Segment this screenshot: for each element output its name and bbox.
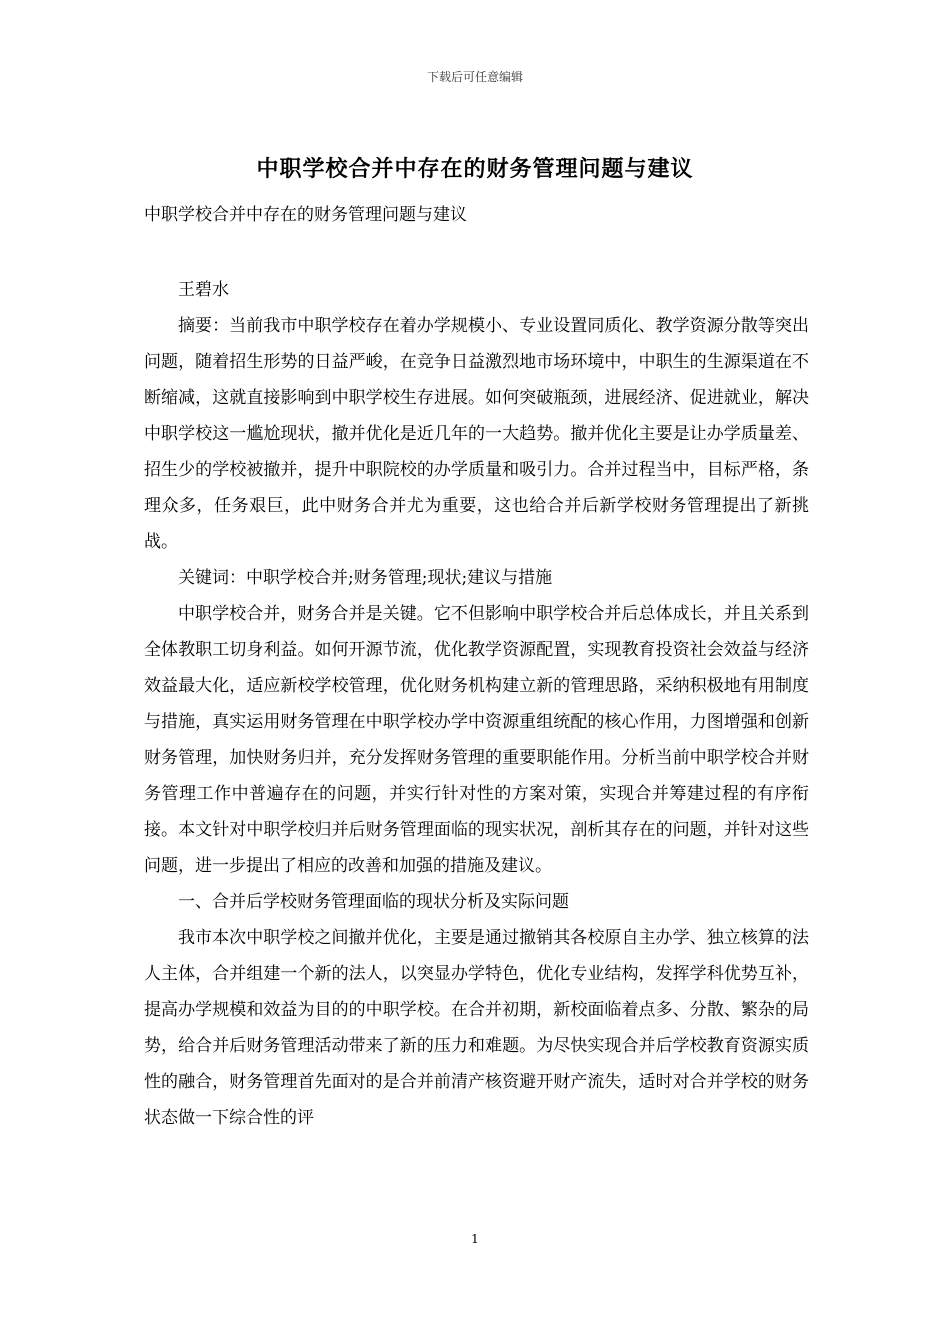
- author-name: 王碧水: [178, 280, 229, 300]
- intro-paragraph: 中职学校合并，财务合并是关键。它不但影响中职学校合并后总体成长，并且关系到全体教职工切身利益。如何开源节流，优化教学资源配置，实现教育投资社会效益与经济效益最大化，适应新校学校管理，优化财务机构建立新的管理思路，采纳积极地有用制度与措施，真实运用财务管理在中职学校办学中资源重组统配的核心作用，力图增强和创新财务管理，加快财务归并，充分发挥财务管理的重要职能作用。分析当前中职学校合并财务管理工作中普遍存在的问题，并实行针对性的方案对策，实现合并筹建过程的有序衔接。本文针对中职学校归并后财务管理面临的现实状况，剖析其存在的问题，并针对这些问题，进一步提出了相应的改善和加强的措施及建议。: [144, 604, 809, 876]
- document-body: [144, 272, 809, 1136]
- section-heading: 一、合并后学校财务管理面临的现状分析及实际问题: [178, 892, 569, 912]
- keywords-paragraph: 关键词：中职学校合并;财务管理;现状;建议与措施: [178, 568, 553, 588]
- abstract-paragraph: 摘要：当前我市中职学校存在着办学规模小、专业设置同质化、教学资源分散等突出问题，随着招生形势的日益严峻，在竞争日益激烈地市场环境中，中职生的生源渠道在不断缩减，这就直接影响到中职学校生存进展。如何突破瓶颈，进展经济、促进就业，解决中职学校这一尴尬现状，撤并优化是近几年的一大趋势。撤并优化主要是让办学质量差、招生少的学校被撤并，提升中职院校的办学质量和吸引力。合并过程当中，目标严格，条理众多，任务艰巨，此中财务合并尤为重要，这也给合并后新学校财务管理提出了新挑战。: [144, 316, 809, 552]
- section-paragraph: 我市本次中职学校之间撤并优化，主要是通过撤销其各校原自主办学、独立核算的法人主体，合并组建一个新的法人，以突显办学特色，优化专业结构，发挥学科优势互补，提高办学规模和效益为目的的中职学校。在合并初期，新校面临着点多、分散、繁杂的局势，给合并后财务管理活动带来了新的压力和难题。为尽快实现合并后学校教育资源实质性的融合，财务管理首先面对的是合并前清产核资避开财产流失，适时对合并学校的财务状态做一下综合性的评: [144, 928, 809, 1128]
- page-header: 下载后可任意编辑: [426, 70, 523, 84]
- document-title: 中职学校合并中存在的财务管理问题与建议: [256, 156, 694, 182]
- page-number: 1: [471, 1232, 479, 1246]
- document-subtitle: 中职学校合并中存在的财务管理问题与建议: [144, 205, 467, 225]
